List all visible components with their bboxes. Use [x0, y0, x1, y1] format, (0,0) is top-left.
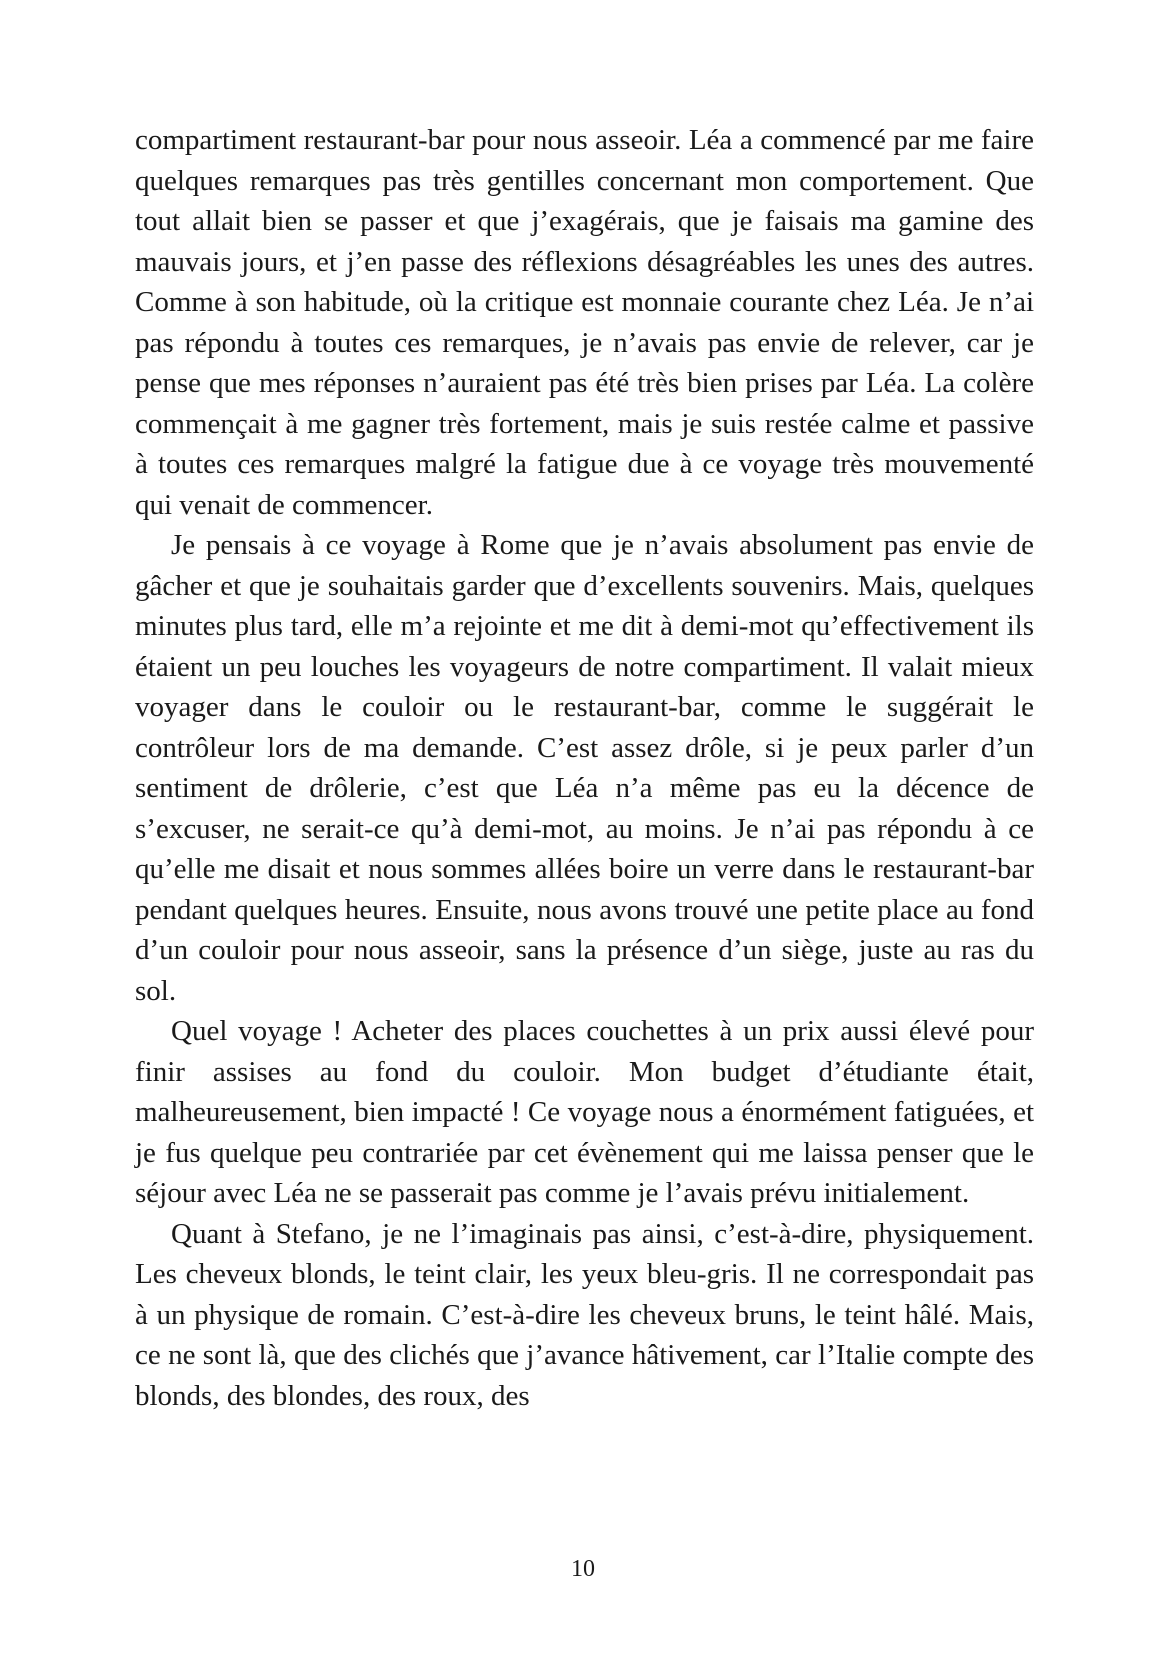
paragraph-continued: compartiment restaurant-bar pour nous asseoir. Léa a commencé par me faire quelques remarques pas très gentilles concernant mon comportement. Que tout allait bien se passer et que j’exagérais, que je faisais ma gamine des mauvais jours, et j’en passe des réflexions désagréables les unes des autres. Comme à son habitude, où la critique est monnaie courante chez Léa. Je n’ai pas répondu à toutes ces remarques, je n’avais pas envie de relever, car je pense que mes réponses n’auraient pas été très bien prises par Léa. La colère commençait à me gagner très fortement, mais je suis restée calme et passive à toutes ces remarques malgré la fatigue due à ce voyage très mouvementé qui venait de commencer.	[135, 124, 1034, 521]
body-text	[135, 120, 1034, 1416]
paragraph-stefano: Quant à Stefano, je ne l’imaginais pas ainsi, c’est-à-dire, physiquement. Les cheveux blonds, le teint clair, les yeux bleu-gris. Il ne correspondait pas à un physique de romain. C’est-à-dire les cheveux bruns, le teint hâlé. Mais, ce ne sont là, que des clichés que j’avance hâtivement, car l’Italie compte des blonds, des blondes, des roux, des	[135, 1217, 1034, 1412]
paragraph-rome-trip: Je pensais à ce voyage à Rome que je n’avais absolument pas envie de gâcher et que je souhaitais garder que d’excellents souvenirs. Mais, quelques minutes plus tard, elle m’a rejointe et me dit à demi-mot qu’effectivement ils étaient un peu louches les voyageurs de notre compartiment. Il valait mieux voyager dans le couloir ou le restaurant-bar, comme le suggérait le contrôleur lors de ma demande. C’est assez drôle, si je peux parler d’un sentiment de drôlerie, c’est que Léa n’a même pas eu la décence de s’excuser, ne serait-ce qu’à demi-mot, au moins. Je n’ai pas répondu à ce qu’elle me disait et nous sommes allées boire un verre dans le restaurant-bar pendant quelques heures. Ensuite, nous avons trouvé une petite place au fond d’un couloir pour nous asseoir, sans la présence d’un siège, juste au ras du sol.	[135, 529, 1034, 1007]
page-number: 10	[571, 1556, 595, 1582]
paragraph-quel-voyage: Quel voyage ! Acheter des places couchettes à un prix aussi élevé pour finir assises au fond du couloir. Mon budget d’étudiante était, malheureusement, bien impacté ! Ce voyage nous a énormément fatiguées, et je fus quelque peu contrariée par cet évènement qui me laissa penser que le séjour avec Léa ne se passerait pas comme je l’avais prévu initialement.	[135, 1015, 1034, 1209]
